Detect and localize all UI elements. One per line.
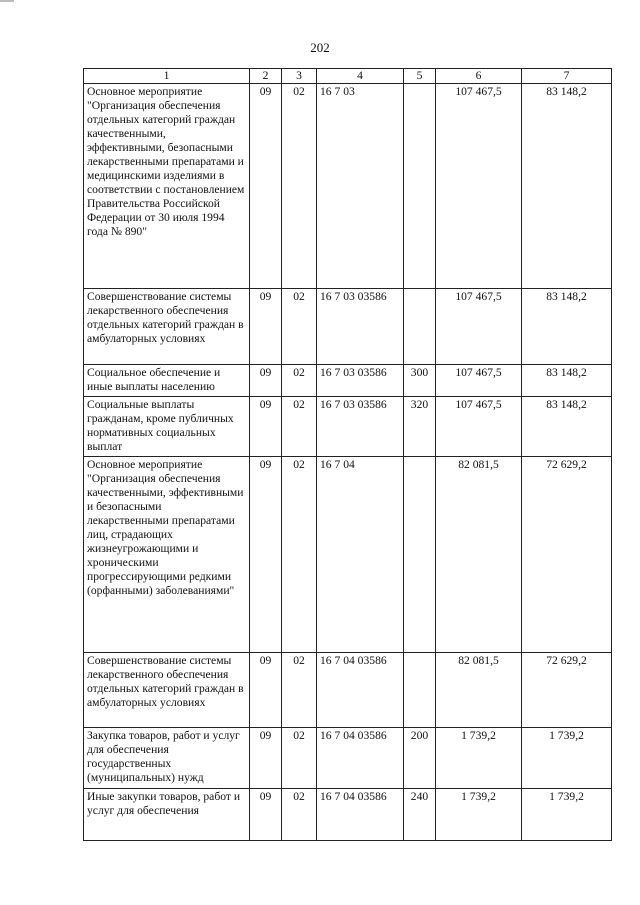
- subsection-code: 02: [282, 457, 317, 653]
- expense-type-code: 240: [404, 789, 436, 841]
- target-article-code: 16 7 03 03586: [317, 397, 404, 457]
- column-header: 5: [404, 69, 436, 84]
- target-article-code: 16 7 04: [317, 457, 404, 653]
- amount-col7: 83 148,2: [522, 365, 612, 397]
- section-code: 09: [250, 397, 282, 457]
- expense-type-code: [404, 84, 436, 289]
- amount-col6: 82 081,5: [436, 457, 522, 653]
- amount-col6: 1 739,2: [436, 728, 522, 789]
- target-article-code: 16 7 03: [317, 84, 404, 289]
- scan-corner-mark: [0, 0, 14, 2]
- amount-col6: 107 467,5: [436, 397, 522, 457]
- target-article-code: 16 7 03 03586: [317, 365, 404, 397]
- amount-col7: 83 148,2: [522, 289, 612, 365]
- section-code: 09: [250, 728, 282, 789]
- expense-type-code: 200: [404, 728, 436, 789]
- section-code: 09: [250, 789, 282, 841]
- table-row: [84, 84, 612, 289]
- target-article-code: 16 7 04 03586: [317, 653, 404, 728]
- amount-col7: 1 739,2: [522, 789, 612, 841]
- table-row: [84, 457, 612, 653]
- section-code: 09: [250, 653, 282, 728]
- column-header: 1: [84, 69, 250, 84]
- amount-col6: 1 739,2: [436, 789, 522, 841]
- row-name: Совершенствование системы лекарственного обеспечения отдельных категорий граждан в амбулаторных условиях: [84, 289, 250, 365]
- subsection-code: 02: [282, 365, 317, 397]
- row-name: Социальные выплаты гражданам, кроме публичных нормативных социальных выплат: [84, 397, 250, 457]
- expense-type-code: [404, 653, 436, 728]
- table-row: [84, 653, 612, 728]
- subsection-code: 02: [282, 653, 317, 728]
- amount-col6: 107 467,5: [436, 84, 522, 289]
- amount-col6: 107 467,5: [436, 365, 522, 397]
- subsection-code: 02: [282, 289, 317, 365]
- target-article-code: 16 7 03 03586: [317, 289, 404, 365]
- expense-type-code: [404, 289, 436, 365]
- amount-col7: 83 148,2: [522, 397, 612, 457]
- page-number: 202: [310, 40, 330, 55]
- table-row: [84, 789, 612, 841]
- amount-col6: 82 081,5: [436, 653, 522, 728]
- row-name: Иные закупки товаров, работ и услуг для обеспечения: [84, 789, 250, 841]
- subsection-code: 02: [282, 789, 317, 841]
- expense-type-code: 320: [404, 397, 436, 457]
- table-row: [84, 397, 612, 457]
- amount-col7: 72 629,2: [522, 457, 612, 653]
- subsection-code: 02: [282, 728, 317, 789]
- section-code: 09: [250, 84, 282, 289]
- section-code: 09: [250, 365, 282, 397]
- column-header: 4: [317, 69, 404, 84]
- target-article-code: 16 7 04 03586: [317, 789, 404, 841]
- column-header: 7: [522, 69, 612, 84]
- column-header: 2: [250, 69, 282, 84]
- column-header: 3: [282, 69, 317, 84]
- target-article-code: 16 7 04 03586: [317, 728, 404, 789]
- amount-col6: 107 467,5: [436, 289, 522, 365]
- column-header: 6: [436, 69, 522, 84]
- table-row: [84, 289, 612, 365]
- amount-col7: 83 148,2: [522, 84, 612, 289]
- amount-col7: 72 629,2: [522, 653, 612, 728]
- subsection-code: 02: [282, 397, 317, 457]
- row-name: Основное мероприятие "Организация обеспечения отдельных категорий граждан качественными, эффективными, безопасными лекарственными препаратами и медицинскими изделиями в соответствии с постановлением Правительства Российской Федерации от 30 июля 1994 года № 890": [84, 84, 250, 289]
- section-code: 09: [250, 457, 282, 653]
- expense-type-code: 300: [404, 365, 436, 397]
- table-row: [84, 728, 612, 789]
- row-name: Совершенствование системы лекарственного обеспечения отдельных категорий граждан в амбулаторных условиях: [84, 653, 250, 728]
- table-header-row: [84, 69, 612, 84]
- table-row: [84, 365, 612, 397]
- row-name: Закупка товаров, работ и услуг для обеспечения государственных (муниципальных) нужд: [84, 728, 250, 789]
- row-name: Социальное обеспечение и иные выплаты населению: [84, 365, 250, 397]
- row-name: Основное мероприятие "Организация обеспечения качественными, эффективными и безопасными лекарственными препаратами лиц, страдающих жизнеугрожающими и хроническими прогрессирующими редкими (орфанными) заболеваниями": [84, 457, 250, 653]
- subsection-code: 02: [282, 84, 317, 289]
- section-code: 09: [250, 289, 282, 365]
- budget-table: [83, 68, 612, 841]
- expense-type-code: [404, 457, 436, 653]
- amount-col7: 1 739,2: [522, 728, 612, 789]
